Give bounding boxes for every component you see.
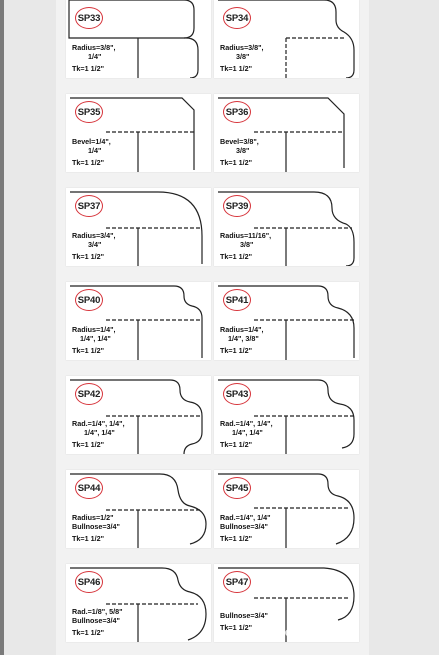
spec-line: Tk=1 1/2" <box>220 64 252 73</box>
profile-card-sp37 <box>66 188 211 266</box>
spec-line: Tk=1 1/2" <box>72 534 104 543</box>
profile-code-badge: SP46 <box>75 571 103 593</box>
spec-line: Bullnose=3/4" <box>220 611 268 620</box>
spec-line: 3/4" <box>72 240 102 249</box>
spec-line: Radius=1/4", <box>220 325 264 334</box>
spec-line: Tk=1 1/2" <box>72 158 104 167</box>
spec-line: Tk=1 1/2" <box>220 252 252 261</box>
profile-card-sp34 <box>214 0 359 78</box>
spec-line: Rad.=1/4", 1/4" <box>220 513 271 522</box>
profile-code-badge: SP40 <box>75 289 103 311</box>
profile-card-sp36 <box>214 94 359 172</box>
profile-code-badge: SP43 <box>223 383 251 405</box>
spec-line: 1/4", 1/4" <box>72 428 115 437</box>
left-border-strip <box>0 0 4 655</box>
profile-code-badge: SP45 <box>223 477 251 499</box>
profile-card-sp33 <box>66 0 211 78</box>
edge-profile-catalog <box>56 0 369 655</box>
spec-line: Tk=1 1/2" <box>72 346 104 355</box>
profile-card-sp43 <box>214 376 359 454</box>
spec-line: Rad.=1/4", 1/4", <box>220 419 273 428</box>
spec-line: Tk=1 1/2" <box>72 252 104 261</box>
spec-line: 1/4", 1/4" <box>220 428 263 437</box>
spec-line: Tk=1 1/2" <box>220 623 252 632</box>
profile-code-badge: SP41 <box>223 289 251 311</box>
profile-card-sp39 <box>214 188 359 266</box>
profile-code-badge: SP33 <box>75 7 103 29</box>
spec-line: Radius=1/2" <box>72 513 114 522</box>
profile-card-sp41 <box>214 282 359 360</box>
spec-line: Tk=1 1/2" <box>72 440 104 449</box>
spec-line: 1/4" <box>72 52 102 61</box>
profile-code-badge: SP36 <box>223 101 251 123</box>
profile-code-badge: SP34 <box>223 7 251 29</box>
spec-line: Bullnose=3/4" <box>72 522 120 531</box>
profile-card-sp42 <box>66 376 211 454</box>
spec-line: Radius=3/8", <box>72 43 116 52</box>
spec-line: Bullnose=3/4" <box>72 616 120 625</box>
spec-line: Tk=1 1/2" <box>72 64 104 73</box>
watermark-text: dm.c <box>285 625 314 639</box>
spec-line: 1/4", 1/4" <box>72 334 111 343</box>
spec-line: Bevel=3/8", <box>220 137 259 146</box>
spec-line: 1/4" <box>72 146 102 155</box>
profile-code-badge: SP47 <box>223 571 251 593</box>
spec-line: 3/8" <box>220 52 250 61</box>
profile-card-sp44 <box>66 470 211 548</box>
spec-line: 1/4", 3/8" <box>220 334 259 343</box>
spec-line: Tk=1 1/2" <box>220 534 252 543</box>
profile-code-badge: SP39 <box>223 195 251 217</box>
spec-line: Radius=1/4", <box>72 325 116 334</box>
profile-card-sp40 <box>66 282 211 360</box>
spec-line: Tk=1 1/2" <box>220 346 252 355</box>
profile-code-badge: SP44 <box>75 477 103 499</box>
profile-card-sp45 <box>214 470 359 548</box>
profile-code-badge: SP42 <box>75 383 103 405</box>
spec-line: Rad.=1/4", 1/4", <box>72 419 125 428</box>
spec-line: 3/8" <box>220 146 250 155</box>
profile-code-badge: SP35 <box>75 101 103 123</box>
profile-code-badge: SP37 <box>75 195 103 217</box>
spec-line: Rad.=1/8", 5/8" <box>72 607 123 616</box>
spec-line: Tk=1 1/2" <box>220 440 252 449</box>
spec-line: Bullnose=3/4" <box>220 522 268 531</box>
profile-card-sp46 <box>66 564 211 642</box>
spec-line: Bevel=1/4", <box>72 137 111 146</box>
spec-line: Tk=1 1/2" <box>72 628 104 637</box>
spec-line: Radius=11/16", <box>220 231 272 240</box>
spec-line: 3/8" <box>220 240 254 249</box>
spec-line: Radius=3/4", <box>72 231 116 240</box>
spec-line: Radius=3/8", <box>220 43 264 52</box>
spec-line: Tk=1 1/2" <box>220 158 252 167</box>
profile-card-sp35 <box>66 94 211 172</box>
